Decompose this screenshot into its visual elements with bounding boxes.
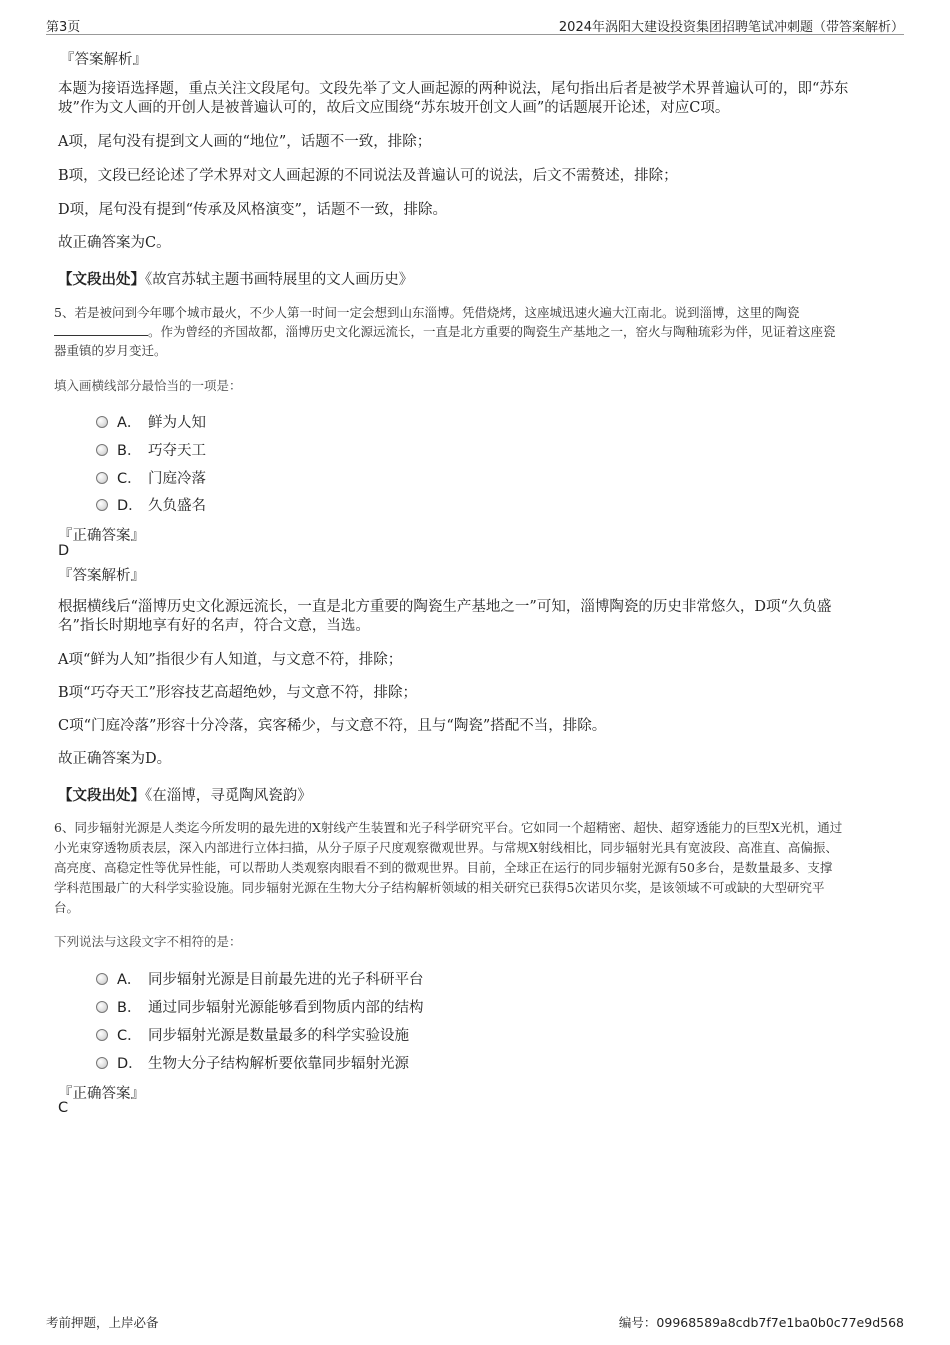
- option-text: 通过同步辐射光源能够看到物质内部的结构: [148, 1000, 424, 1016]
- radio-icon[interactable]: [96, 444, 108, 456]
- q4-option-a-analysis: A项，尾句没有提到文人画的“地位”，话题不一致，排除；: [58, 134, 432, 150]
- option-letter: D．: [117, 498, 143, 514]
- radio-icon[interactable]: [96, 499, 108, 511]
- radio-icon[interactable]: [96, 1029, 108, 1041]
- option-text: 久负盛名: [148, 498, 206, 514]
- q4-source: [58, 268, 413, 289]
- footer-serial: 编号：09968589a8cdb7f7e1ba0b0c77e9d568: [618, 1315, 904, 1330]
- option-letter: D．: [117, 1056, 143, 1072]
- q4-option-d-analysis: D项，尾句没有提到“传承及风格演变”，话题不一致，排除。: [58, 202, 447, 218]
- option-text: 同步辐射光源是目前最先进的光子科研平台: [148, 972, 424, 988]
- option-text: 生物大分子结构解析要依靠同步辐射光源: [148, 1056, 409, 1072]
- q5-source-label: 【文段出处】: [58, 787, 145, 804]
- q4-source-title: 《故宫苏轼主题书画特展里的文人画历史》: [145, 272, 414, 288]
- q5-source-title: 《在淄博，寻觅陶风瓷韵》: [145, 788, 312, 804]
- q5-source: [58, 784, 312, 805]
- document-title: 2024年涡阳大建设投资集团招聘笔试冲刺题（带答案解析）: [558, 20, 904, 35]
- option-text: 鲜为人知: [148, 415, 206, 431]
- q5-analysis-line-2: 名”指长时期地享有好的名声，符合文意，当选。: [58, 618, 370, 634]
- option-text: 巧夺天工: [148, 443, 206, 459]
- q4-conclusion: 故正确答案为C。: [58, 235, 171, 251]
- q5-conclusion: 故正确答案为D。: [58, 751, 172, 767]
- option-letter: A．: [117, 972, 142, 988]
- q6-stem-line-2: 小光束穿透物质表层，深入内部进行立体扫描，从分子原子尺度观察微观世界。与常规X射线相比，同步辐射光具有宽波段、高准直、高偏振、: [54, 840, 838, 855]
- page-footer: [46, 1313, 904, 1331]
- q5-analysis-heading: 『答案解析』: [58, 568, 145, 584]
- page-header: [46, 14, 904, 35]
- option-text: 门庭冷落: [148, 471, 206, 487]
- q5-stem-line-1: 5、若是被问到今年哪个城市最火，不少人第一时间一定会想到山东淄博。凭借烧烤，这座城迅速火遍大江南北。说到淄博，这里的陶瓷: [54, 305, 800, 320]
- radio-icon[interactable]: [96, 1057, 108, 1069]
- q5-option-b-analysis: B项“巧夺天工”形容技艺高超绝妙，与文意不符，排除；: [58, 685, 417, 701]
- q6-correct-answer: C: [58, 1100, 69, 1116]
- q5-prompt: 填入画横线部分最恰当的一项是：: [54, 378, 242, 393]
- radio-icon[interactable]: [96, 973, 108, 985]
- q6-stem-line-5: 台。: [54, 900, 80, 915]
- option-letter: C．: [117, 471, 142, 487]
- option-letter: B．: [117, 1000, 142, 1016]
- radio-icon[interactable]: [96, 472, 108, 484]
- q5-option-a-analysis: A项“鲜为人知”指很少有人知道，与文意不符，排除；: [58, 652, 403, 668]
- q6-prompt: 下列说法与这段文字不相符的是：: [54, 934, 242, 949]
- q6-stem-line-4: 学科范围最广的大科学实验设施。同步辐射光源在生物大分子结构解析领域的相关研究已获得5次诺贝尔奖，是该领域不可或缺的大型研究平: [54, 880, 825, 895]
- q5-stem-line-2-text: 。作为曾经的齐国故都，淄博历史文化源远流长，一直是北方重要的陶瓷生产基地之一，窑火与陶釉琉彩为伴，见证着这座瓷: [148, 324, 836, 339]
- option-text: 同步辐射光源是数量最多的科学实验设施: [148, 1028, 409, 1044]
- footer-slogan: 考前押题，上岸必备: [46, 1315, 159, 1330]
- q5-analysis-line-1: 根据横线后“淄博历史文化源远流长，一直是北方重要的陶瓷生产基地之一”可知，淄博陶瓷的历史非常悠久，D项“久负盛: [58, 599, 832, 615]
- q5-correct-heading: 『正确答案』: [58, 528, 145, 544]
- q5-stem-line-3: 器重镇的岁月变迁。: [54, 343, 167, 358]
- q6-stem-line-3: 高亮度、高稳定性等优异性能，可以帮助人类观察肉眼看不到的微观世界。目前，全球正在运行的同步辐射光源有50多台，是数量最多、支撑: [54, 860, 833, 875]
- q6-stem-line-1: 6、同步辐射光源是人类迄今所发明的最先进的X射线产生装置和光子科学研究平台。它如同一个超精密、超快、超穿透能力的巨型X光机，通过: [54, 820, 843, 835]
- option-letter: A．: [117, 415, 142, 431]
- q4-analysis-line-2: 坡”作为文人画的开创人是被普遍认可的，故后文应围绕“苏东坡开创文人画”的话题展开论述，对应C项。: [58, 100, 730, 116]
- option-letter: B．: [117, 443, 142, 459]
- q4-analysis-heading: 『答案解析』: [60, 52, 147, 68]
- q5-option-c-analysis: C项“门庭冷落”形容十分冷落，宾客稀少，与文意不符，且与“陶瓷”搭配不当，排除。: [58, 718, 607, 734]
- q4-analysis-line-1: 本题为接语选择题，重点关注文段尾句。文段先举了文人画起源的两种说法，尾句指出后者是被学术界普遍认可的，即“苏东: [58, 81, 849, 97]
- q5-stem-line-2: [54, 322, 836, 341]
- page-number: 第3页: [46, 20, 81, 35]
- option-letter: C．: [117, 1028, 142, 1044]
- q4-source-label: 【文段出处】: [58, 271, 145, 288]
- q6-correct-heading: 『正确答案』: [58, 1086, 145, 1102]
- radio-icon[interactable]: [96, 416, 108, 428]
- q4-option-b-analysis: B项，文段已经论述了学术界对文人画起源的不同说法及普遍认可的说法，后文不需赘述，排除；: [58, 168, 678, 184]
- q5-correct-answer: D: [58, 543, 70, 559]
- q5-answer-blank: [54, 323, 148, 336]
- radio-icon[interactable]: [96, 1001, 108, 1013]
